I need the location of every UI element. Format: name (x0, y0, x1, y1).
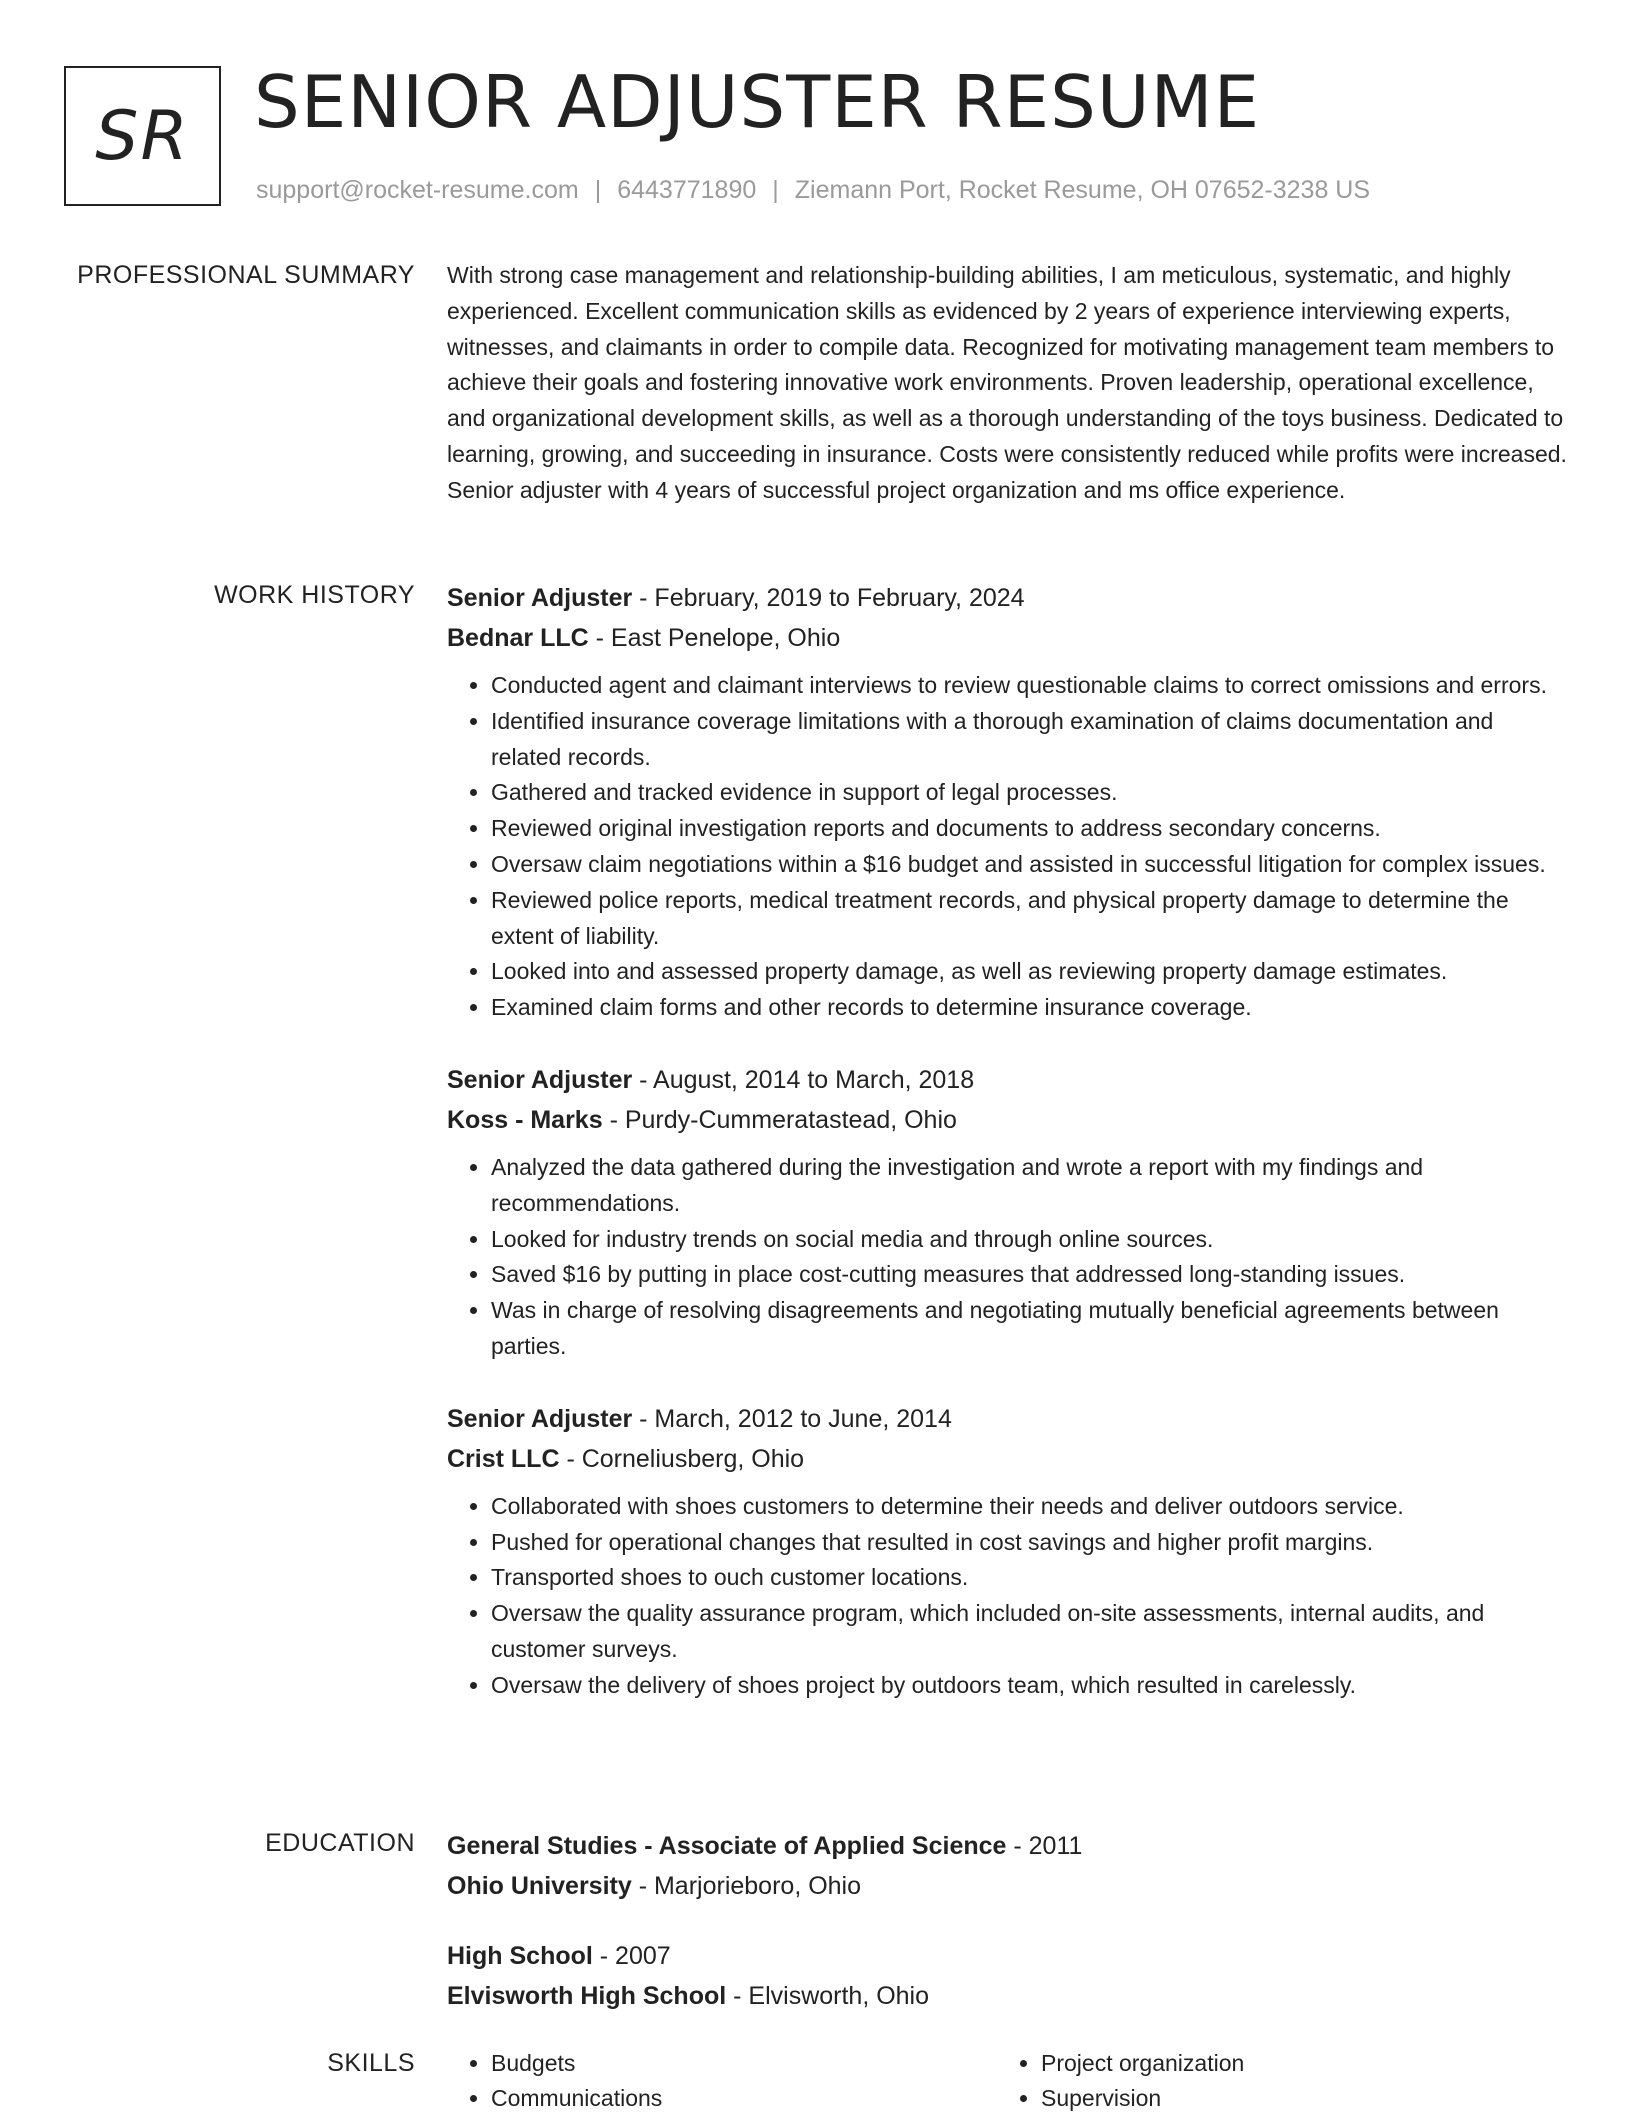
contact-email[interactable]: support@rocket-resume.com (256, 176, 579, 204)
job-company-line (447, 1100, 1567, 1140)
education-entry (447, 1826, 1567, 1906)
job-company-line (447, 618, 1567, 658)
job-location: - Purdy-Cummeratastead, Ohio (602, 1105, 957, 1134)
job-bullet: • Conducted agent and claimant interviews to review questionable claims to correct omissions and errors. (491, 668, 1567, 704)
education-year: - 2011 (1006, 1832, 1083, 1860)
education-school-line (447, 1976, 1567, 2016)
education-year: - 2007 (592, 1942, 671, 1970)
job-title-line (447, 578, 1567, 618)
job-bullet: • Reviewed police reports, medical treatment records, and physical property damage to determine the extent of liability. (491, 883, 1567, 955)
job-dates: - February, 2019 to February, 2024 (632, 584, 1025, 612)
job-bullet: • Collaborated with shoes customers to determine their needs and deliver outdoors service. (491, 1489, 1567, 1525)
job-bullet: • Gathered and tracked evidence in support of legal processes. (491, 775, 1567, 811)
job-title: Senior Adjuster (447, 1404, 633, 1433)
contact-separator: | (772, 176, 779, 204)
section-label-work: WORK HISTORY (214, 581, 415, 609)
education-body (447, 1826, 1567, 2050)
job-title: Senior Adjuster (447, 584, 633, 612)
job-location: - Corneliusberg, Ohio (559, 1444, 805, 1473)
contact-phone[interactable]: 6443771890 (617, 176, 757, 204)
education-degree-line (447, 1936, 1567, 1976)
skill-item: • Supervision (1041, 2081, 1244, 2116)
education-school: Ohio University (447, 1872, 632, 1900)
education-location: - Marjorieboro, Ohio (631, 1872, 862, 1900)
job-bullet: • Looked for industry trends on social media and through online sources. (491, 1222, 1567, 1258)
contact-line (256, 174, 1370, 206)
contact-separator: | (594, 176, 602, 204)
job-bullet: • Oversaw the quality assurance program, which included on-site assessments, internal audits, and customer surveys. (491, 1596, 1567, 1668)
skill-item: • Budgets (491, 2046, 662, 2081)
job-title: Senior Adjuster (447, 1065, 633, 1094)
job-bullet: • Reviewed original investigation reports and documents to address secondary concerns. (491, 811, 1567, 847)
education-location: - Elvisworth, Ohio (726, 1982, 930, 2010)
job-company: Koss - Marks (447, 1105, 603, 1134)
job-location: - East Penelope, Ohio (588, 624, 841, 652)
summary-text: With strong case management and relationship-building abilities, I am meticulous, systematic, and highly experienced. Excellent communication skills as evidenced by 2 years of experience interviewing experts, witnesses, and claimants in order to compile data. Recognized for motivating management team members to achieve their goals and fostering innovative work environments. Proven leadership, operational excellence, and organizational development skills, as well as a thorough understanding of the toys business. Dedicated to learning, growing, and succeeding in insurance. Costs were consistently reduced while profits were increased. Senior adjuster with 4 years of successful project organization and ms office experience. (447, 262, 1567, 503)
job-dates: - August, 2014 to March, 2018 (632, 1065, 975, 1094)
job-title-line (447, 1399, 1567, 1439)
skill-item: • Communications (491, 2081, 662, 2116)
resume-title: SENIOR ADJUSTER RESUME (254, 60, 1261, 144)
work-body (447, 578, 1567, 1738)
job-bullets (447, 1489, 1567, 1704)
section-label-skills: SKILLS (327, 2049, 415, 2077)
job-company-line (447, 1439, 1567, 1479)
summary-body (447, 258, 1567, 509)
job-company: Crist LLC (447, 1444, 560, 1473)
contact-address: Ziemann Port, Rocket Resume, OH 07652-3238 US (794, 176, 1371, 204)
monogram-box (64, 66, 221, 206)
skills-column-right (997, 2046, 1244, 2116)
job-bullet: • Oversaw the delivery of shoes project by outdoors team, which resulted in carelessly. (491, 1668, 1567, 1704)
job-bullet: • Analyzed the data gathered during the investigation and wrote a report with my findings and recommendations. (491, 1150, 1567, 1222)
job-entry (447, 578, 1567, 1026)
education-degree: High School (447, 1942, 593, 1970)
job-entry (447, 1060, 1567, 1365)
job-bullet: • Examined claim forms and other records to determine insurance coverage. (491, 990, 1567, 1026)
skill-item: • Project organization (1041, 2046, 1244, 2081)
skills-column-left (447, 2046, 662, 2116)
section-label-education: EDUCATION (265, 1829, 415, 1857)
job-bullet: • Pushed for operational changes that resulted in cost savings and higher profit margins. (491, 1525, 1567, 1561)
job-entry (447, 1399, 1567, 1704)
monogram-initials: SR (95, 96, 190, 176)
job-bullet: • Saved $16 by putting in place cost-cutting measures that addressed long-standing issues. (491, 1257, 1567, 1293)
education-entry (447, 1936, 1567, 2016)
education-school-line (447, 1866, 1567, 1906)
job-bullets (447, 668, 1567, 1026)
job-bullet: • Was in charge of resolving disagreements and negotiating mutually beneficial agreements between parties. (491, 1293, 1567, 1365)
job-bullet: • Oversaw claim negotiations within a $16 budget and assisted in successful litigation for complex issues. (491, 847, 1567, 883)
education-degree: General Studies - Associate of Applied Science (447, 1832, 1007, 1860)
job-bullet: • Looked into and assessed property damage, as well as reviewing property damage estimates. (491, 954, 1567, 990)
job-bullet: • Identified insurance coverage limitations with a thorough examination of claims documentation and related records. (491, 704, 1567, 776)
job-bullets (447, 1150, 1567, 1365)
education-degree-line (447, 1826, 1567, 1866)
job-bullet: • Transported shoes to ouch customer locations. (491, 1560, 1567, 1596)
job-company: Bednar LLC (447, 624, 589, 652)
job-title-line (447, 1060, 1567, 1100)
section-label-summary: PROFESSIONAL SUMMARY (77, 261, 415, 289)
job-dates: - March, 2012 to June, 2014 (632, 1404, 952, 1433)
education-school: Elvisworth High School (447, 1982, 727, 2010)
